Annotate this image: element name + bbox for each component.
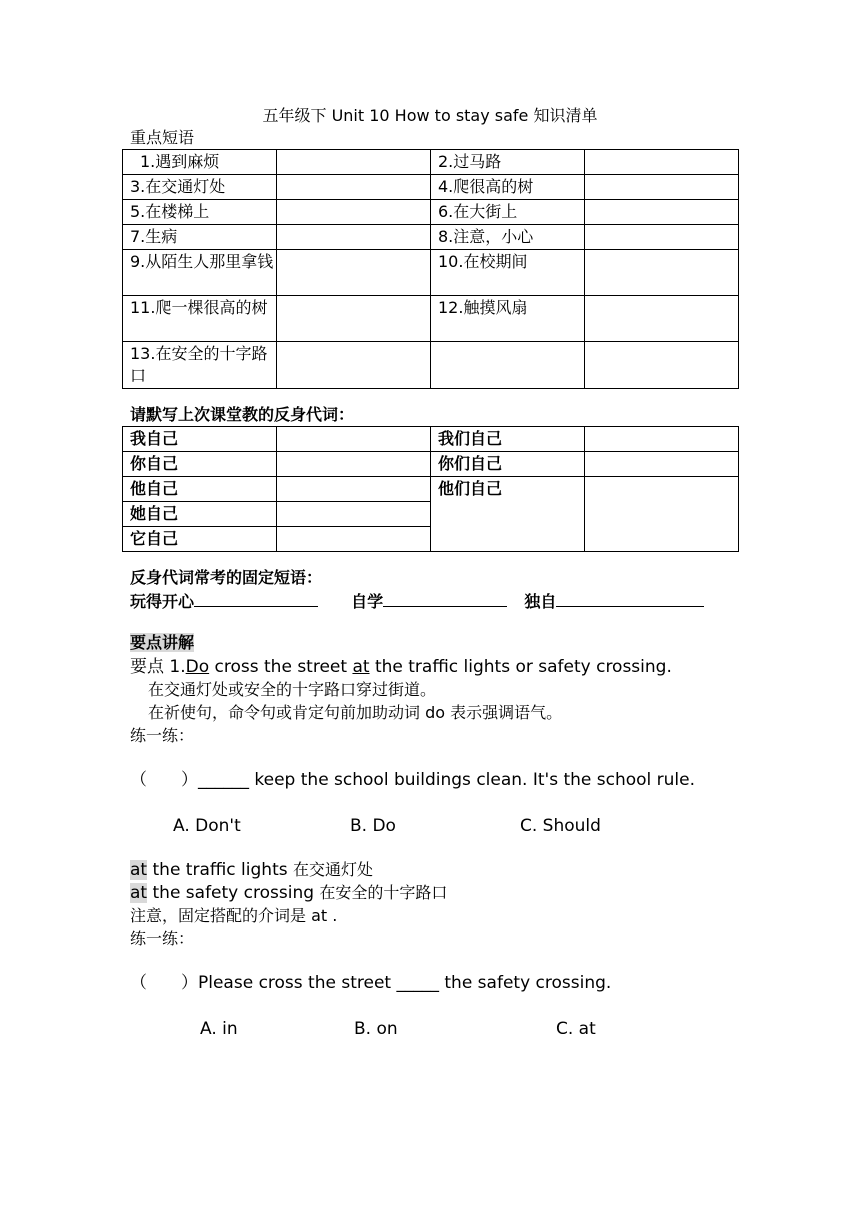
answer-paren[interactable]: （ ）: [130, 973, 198, 993]
pronoun-cell: 我自己: [123, 427, 277, 452]
answer-cell[interactable]: [585, 452, 739, 477]
phrase-cell: 1.遇到麻烦: [123, 150, 277, 175]
answer-cell[interactable]: [277, 175, 431, 200]
answer-cell[interactable]: [277, 150, 431, 175]
phrase-cell: 2.过马路: [431, 150, 585, 175]
answer-blank[interactable]: [556, 590, 704, 607]
phrase-cell: 5.在楼梯上: [123, 200, 277, 225]
phrase-cell: 7.生病: [123, 225, 277, 250]
answer-cell[interactable]: [277, 225, 431, 250]
pronoun-cell: 你自己: [123, 452, 277, 477]
answer-cell[interactable]: [277, 452, 431, 477]
answer-blank[interactable]: [383, 590, 507, 607]
at-word: at: [130, 883, 148, 903]
at-phrase-1: [130, 859, 373, 881]
question-1-option-b[interactable]: B. Do: [350, 816, 396, 836]
pronoun-cell: 我们自己: [431, 427, 585, 452]
pronoun-cell: 它自己: [123, 527, 277, 552]
answer-paren[interactable]: （ ）: [130, 770, 198, 790]
at-phrase-rest: the safety crossing: [147, 883, 315, 903]
answer-cell[interactable]: [277, 527, 431, 552]
table-row: [123, 296, 739, 342]
table-row: [123, 452, 739, 477]
point-end: the traffic lights or safety crossing.: [369, 657, 672, 677]
key-point-sentence: [130, 656, 672, 678]
table-row: [123, 150, 739, 175]
fixed-phrase: 自学: [351, 592, 384, 611]
question-2-option-c[interactable]: C. at: [556, 1019, 596, 1039]
answer-cell[interactable]: [277, 342, 431, 389]
phrase-cell: 3.在交通灯处: [123, 175, 277, 200]
answer-cell[interactable]: [277, 427, 431, 452]
phrase-cell: 9.从陌生人那里拿钱: [123, 250, 277, 296]
question-2-option-a[interactable]: A. in: [200, 1019, 238, 1039]
question-2-option-b[interactable]: B. on: [354, 1019, 398, 1039]
answer-cell[interactable]: [277, 477, 431, 502]
page-title: 五年级下 Unit 10 How to stay safe 知识清单: [262, 106, 598, 125]
answer-cell[interactable]: [585, 296, 739, 342]
question-1-option-c[interactable]: C. Should: [520, 816, 601, 836]
phrase-cell: [431, 342, 585, 389]
table-row: [123, 427, 739, 452]
at-phrase-translation: 在交通灯处: [293, 860, 374, 879]
at-phrase-2: [130, 882, 447, 904]
pronoun-cell: 他们自己: [431, 477, 585, 552]
practice-label-2: 练一练：: [130, 929, 195, 948]
table-row: [123, 250, 739, 296]
grammar-note: 在祈使句，命令句或肯定句前加助动词 do 表示强调语气。: [148, 703, 563, 722]
point-mid: cross the street: [209, 657, 353, 677]
answer-blank[interactable]: [194, 590, 318, 607]
point-do: Do: [185, 657, 210, 677]
fixed-phrases-heading: 反身代词常考的固定短语：: [130, 568, 323, 587]
phrase-cell: 8.注意，小心: [431, 225, 585, 250]
phrase-cell: 11.爬一棵很高的树: [123, 296, 277, 342]
answer-cell[interactable]: [585, 175, 739, 200]
answer-cell[interactable]: [585, 225, 739, 250]
answer-cell[interactable]: [585, 342, 739, 389]
reflexive-heading: 请默写上次课堂教的反身代词：: [130, 405, 355, 424]
answer-cell[interactable]: [277, 250, 431, 296]
translation: 在交通灯处或安全的十字路口穿过街道。: [148, 680, 437, 699]
at-phrase-translation: 在安全的十字路口: [319, 883, 448, 902]
practice-label: 练一练：: [130, 726, 195, 745]
pronoun-cell: 你们自己: [431, 452, 585, 477]
answer-cell[interactable]: [585, 200, 739, 225]
phrase-cell: 10.在校期间: [431, 250, 585, 296]
question-text: Please cross the street _____ the safety crossing.: [198, 973, 612, 993]
question-text: ______ keep the school buildings clean. It's the school rule.: [198, 770, 696, 790]
preposition-note: 注意，固定搭配的介词是 at .: [130, 906, 338, 925]
answer-cell[interactable]: [585, 250, 739, 296]
question-1: [130, 769, 695, 791]
fixed-phrase: 玩得开心: [130, 592, 195, 611]
phrase-cell: 6.在大街上: [431, 200, 585, 225]
at-word: at: [130, 860, 148, 880]
table-row: [123, 200, 739, 225]
phrase-cell: 13.在安全的十字路口: [123, 342, 277, 389]
question-1-option-a[interactable]: A. Don't: [173, 816, 241, 836]
answer-cell[interactable]: [585, 150, 739, 175]
table-row: [123, 225, 739, 250]
fixed-phrase: 独自: [524, 592, 557, 611]
reflexive-table: [122, 426, 739, 552]
answer-cell[interactable]: [277, 502, 431, 527]
point-prefix: 要点 1.: [130, 657, 186, 677]
answer-cell[interactable]: [585, 427, 739, 452]
answer-cell[interactable]: [277, 296, 431, 342]
table-row: [123, 175, 739, 200]
section-heading-text: 要点讲解: [130, 633, 195, 652]
fixed-phrases-line: [130, 590, 704, 613]
section-heading: [130, 632, 194, 654]
table-row: [123, 477, 739, 502]
pronoun-cell: 她自己: [123, 502, 277, 527]
table-row: [123, 342, 739, 389]
phrase-cell: 12.触摸风扇: [431, 296, 585, 342]
question-2: [130, 972, 611, 994]
answer-cell[interactable]: [585, 477, 739, 552]
pronoun-cell: 他自己: [123, 477, 277, 502]
phrases-table: [122, 149, 739, 389]
answer-cell[interactable]: [277, 200, 431, 225]
at-phrase-rest: the traffic lights: [147, 860, 288, 880]
phrases-heading: 重点短语: [130, 128, 195, 147]
point-at: at: [352, 657, 370, 677]
phrase-cell: 4.爬很高的树: [431, 175, 585, 200]
